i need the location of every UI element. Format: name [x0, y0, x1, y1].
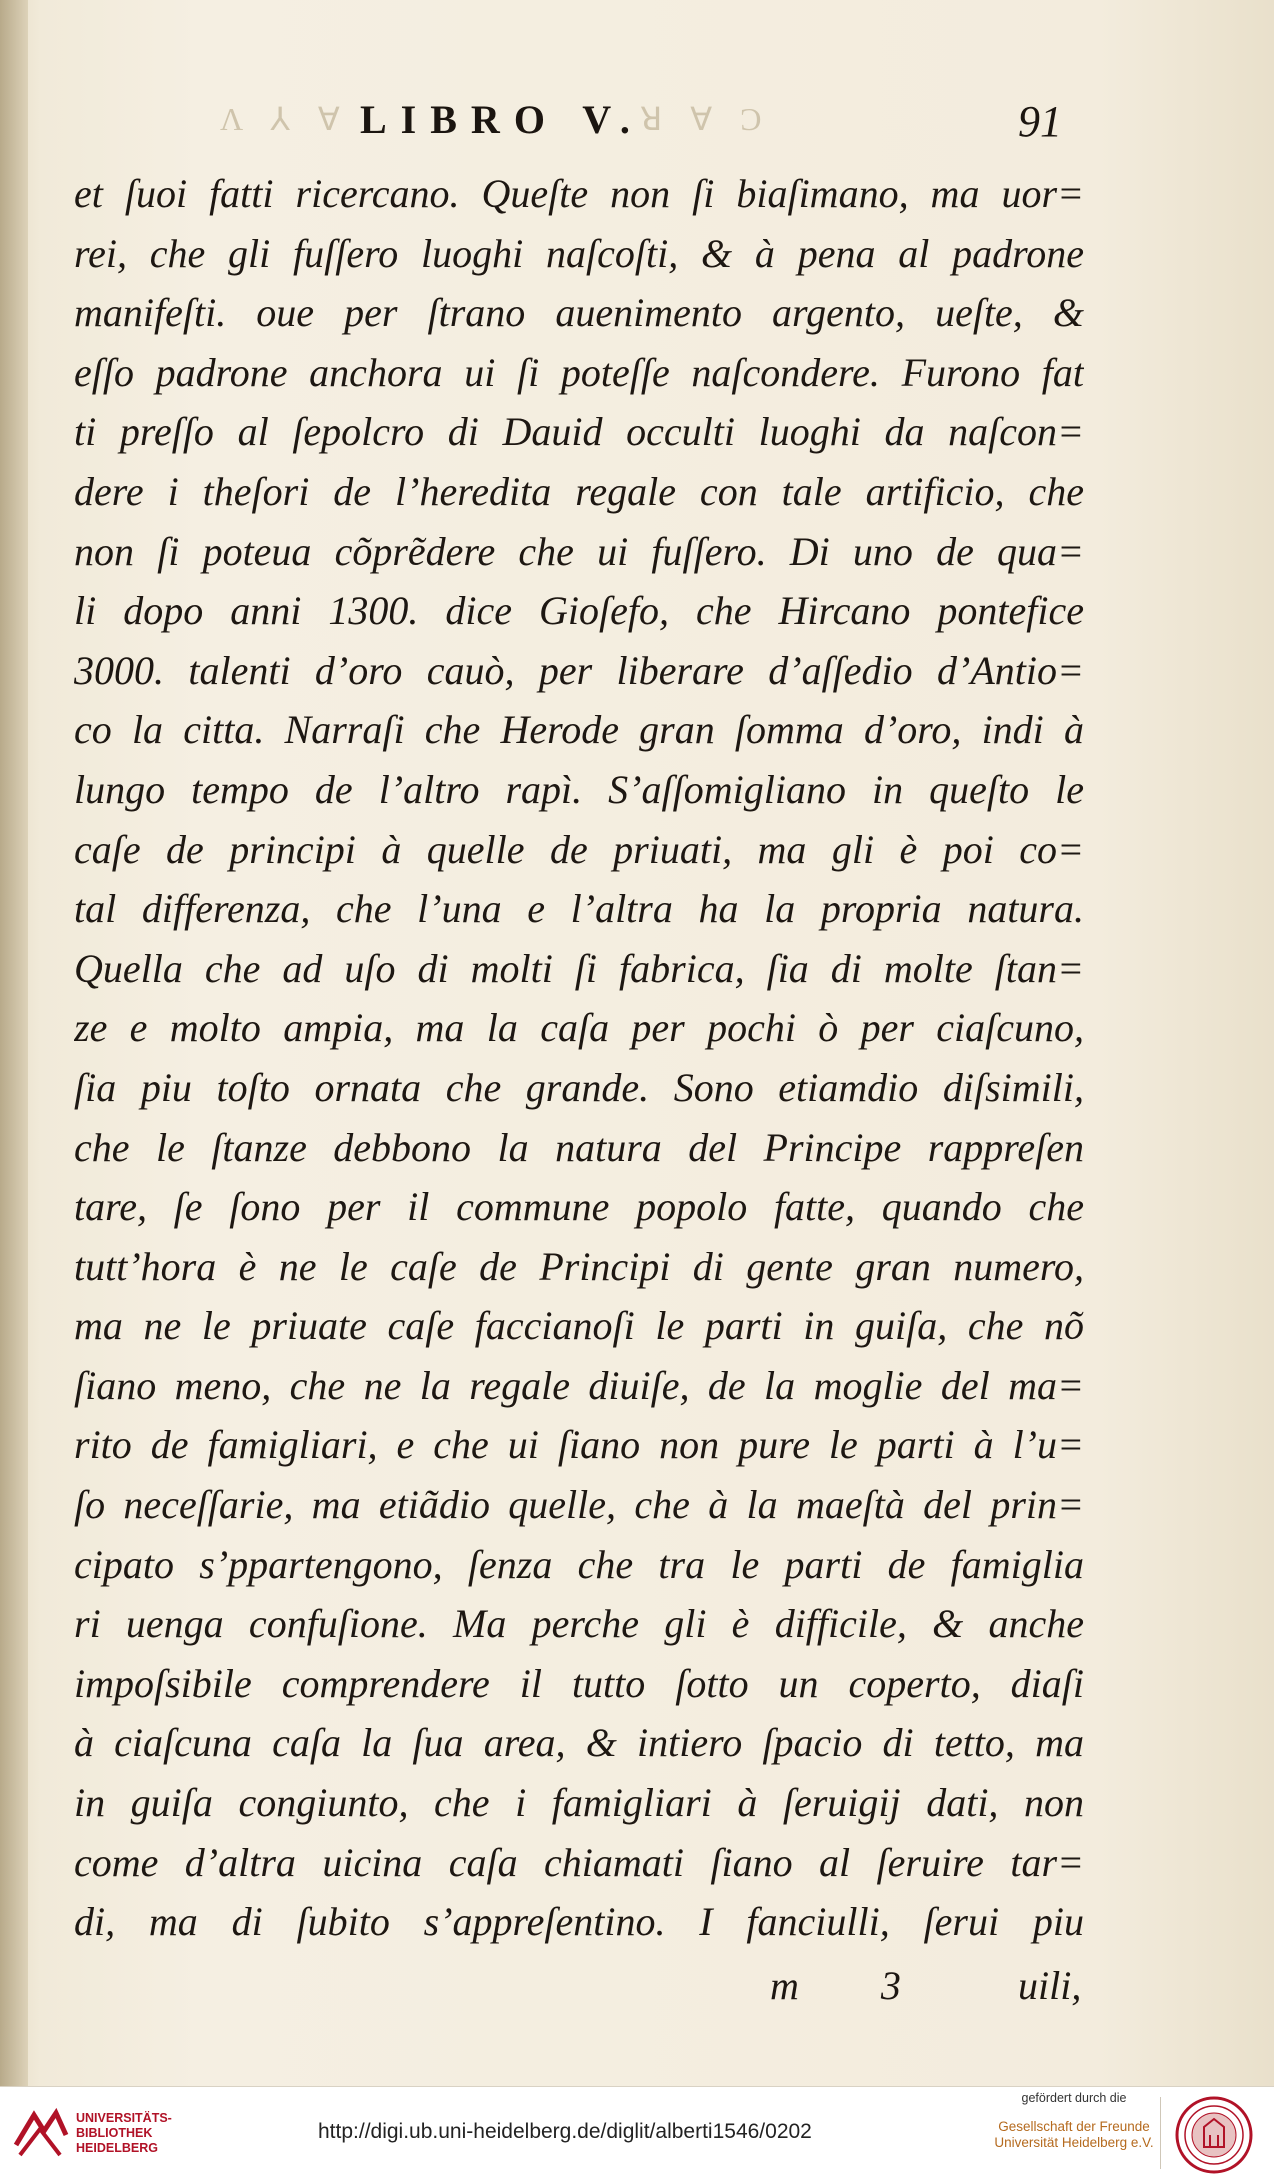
- text-line: ti preſſo al ſepolcro di Dauid occulti luoghi da naſcon=: [74, 409, 1084, 455]
- text-line: co la citta. Narraſi che Herode gran ſomma d’oro, indi à: [74, 707, 1084, 753]
- text-line: eſſo padrone anchora ui ſi poteſſe naſcondere. Furono fat: [74, 349, 1084, 395]
- text-line: cipato s’ppartengono, ſenza che tra le parti de famiglia: [74, 1541, 1084, 1587]
- page-footer-marks: [0, 1962, 1274, 2018]
- library-name-line1: UNIVERSITÄTS-: [76, 2111, 172, 2125]
- text-line: ri uenga confuſione. Ma perche gli è difficile, & anche: [74, 1601, 1084, 1647]
- bleed-through-text-left: Λ ⅄ ∀: [220, 101, 350, 137]
- sponsor-name-line2: Universität Heidelberg e.V.: [994, 2135, 1154, 2150]
- text-line: et ſuoi fatti ricercano. Queſte non ſi biaſimano, ma uor=: [74, 171, 1084, 216]
- digitization-footer: [0, 2086, 1274, 2179]
- text-line: tare, ſe ſono per il commune popolo fatte, quando che: [74, 1184, 1084, 1230]
- text-line: ma ne le priuate caſe faccianoſi le parti in guiſa, che nõ: [74, 1303, 1084, 1349]
- text-line: in guiſa congiunto, che i famigliari à ſeruigij dati, non: [74, 1780, 1084, 1826]
- text-line: à ciaſcuna caſa la ſua area, & intiero ſpacio di tetto, ma: [74, 1720, 1084, 1766]
- footer-divider: [1160, 2097, 1161, 2169]
- text-line: lungo tempo de l’altro rapì. S’aſſomigliano in queſto le: [74, 766, 1084, 812]
- text-line: di, ma di ſubito s’appreſentino. I fanciulli, ſerui piu: [74, 1899, 1084, 1945]
- text-line: ſo neceſſarie, ma etiãdio quelle, che à la maeſtà del prin=: [74, 1482, 1084, 1528]
- text-line: impoſsibile comprendere il tutto ſotto un coperto, diaſi: [74, 1660, 1084, 1706]
- library-name-line2: BIBLIOTHEK: [76, 2126, 153, 2140]
- library-name-line3: HEIDELBERG: [76, 2141, 158, 2155]
- folio-number: 91: [1018, 97, 1062, 146]
- funded-by-label: gefördert durch die: [1021, 2091, 1127, 2105]
- university-seal-icon: [1174, 2095, 1254, 2175]
- sponsor-name-line1: Gesellschaft der Freunde: [998, 2119, 1150, 2134]
- text-line: che le ſtanze debbono la natura del Principe rappreſen: [74, 1124, 1084, 1170]
- page-gutter: [0, 0, 28, 2086]
- library-logo-icon: [12, 2105, 70, 2163]
- text-line: manifeſti. oue per ſtrano auenimento argento, ueſte, &: [74, 290, 1084, 336]
- text-line: ſia piu toſto ornata che grande. Sono etiamdio diſsimili,: [74, 1064, 1084, 1110]
- signature-mark: m 3: [770, 1963, 937, 2008]
- text-line: tal differenza, che l’una e l’altra ha la propria natura.: [74, 886, 1084, 932]
- running-title: LIBRO V.: [360, 97, 644, 142]
- permalink-url[interactable]: http://digi.ub.uni-heidelberg.de/diglit/alberti1546/0202: [318, 2120, 812, 2143]
- text-line: rito de famigliari, e che ui ſiano non pure le parti à l’u=: [74, 1422, 1084, 1468]
- bleed-through-text-right: ꓤ ∀ Ɔ: [640, 101, 772, 137]
- body-text: [74, 164, 1084, 1952]
- text-line: ze e molto ampia, ma la caſa per pochi ò per ciaſcuno,: [74, 1005, 1084, 1051]
- text-line: dere i theſori de l’heredita regale con tale artificio, che: [74, 468, 1084, 514]
- text-line: non ſi poteua cõprẽdere che ui fuſſero. Di uno de qua=: [74, 528, 1084, 574]
- text-line: 3000. talenti d’oro cauò, per liberare d’aſſedio d’Antio=: [74, 647, 1084, 693]
- text-line: rei, che gli fuſſero luoghi naſcoſti, & à pena al padrone: [74, 230, 1084, 276]
- catchword: uili,: [1018, 1963, 1082, 2008]
- library-name: [76, 2111, 172, 2156]
- sponsor-block: [984, 2091, 1164, 2151]
- text-line: li dopo anni 1300. dice Gioſefo, che Hircano pontefice: [74, 588, 1084, 634]
- page-header: [0, 96, 1274, 146]
- text-line: caſe de principi à quelle de priuati, ma gli è poi co=: [74, 826, 1084, 872]
- text-line: tutt’hora è ne le caſe de Principi di gente gran numero,: [74, 1243, 1084, 1289]
- text-line: ſiano meno, che ne la regale diuiſe, de la moglie del ma=: [74, 1362, 1084, 1408]
- text-line: Quella che ad uſo di molti ſi fabrica, ſia di molte ſtan=: [74, 945, 1084, 991]
- text-line: come d’altra uicina caſa chiamati ſiano al ſeruire tar=: [74, 1839, 1084, 1885]
